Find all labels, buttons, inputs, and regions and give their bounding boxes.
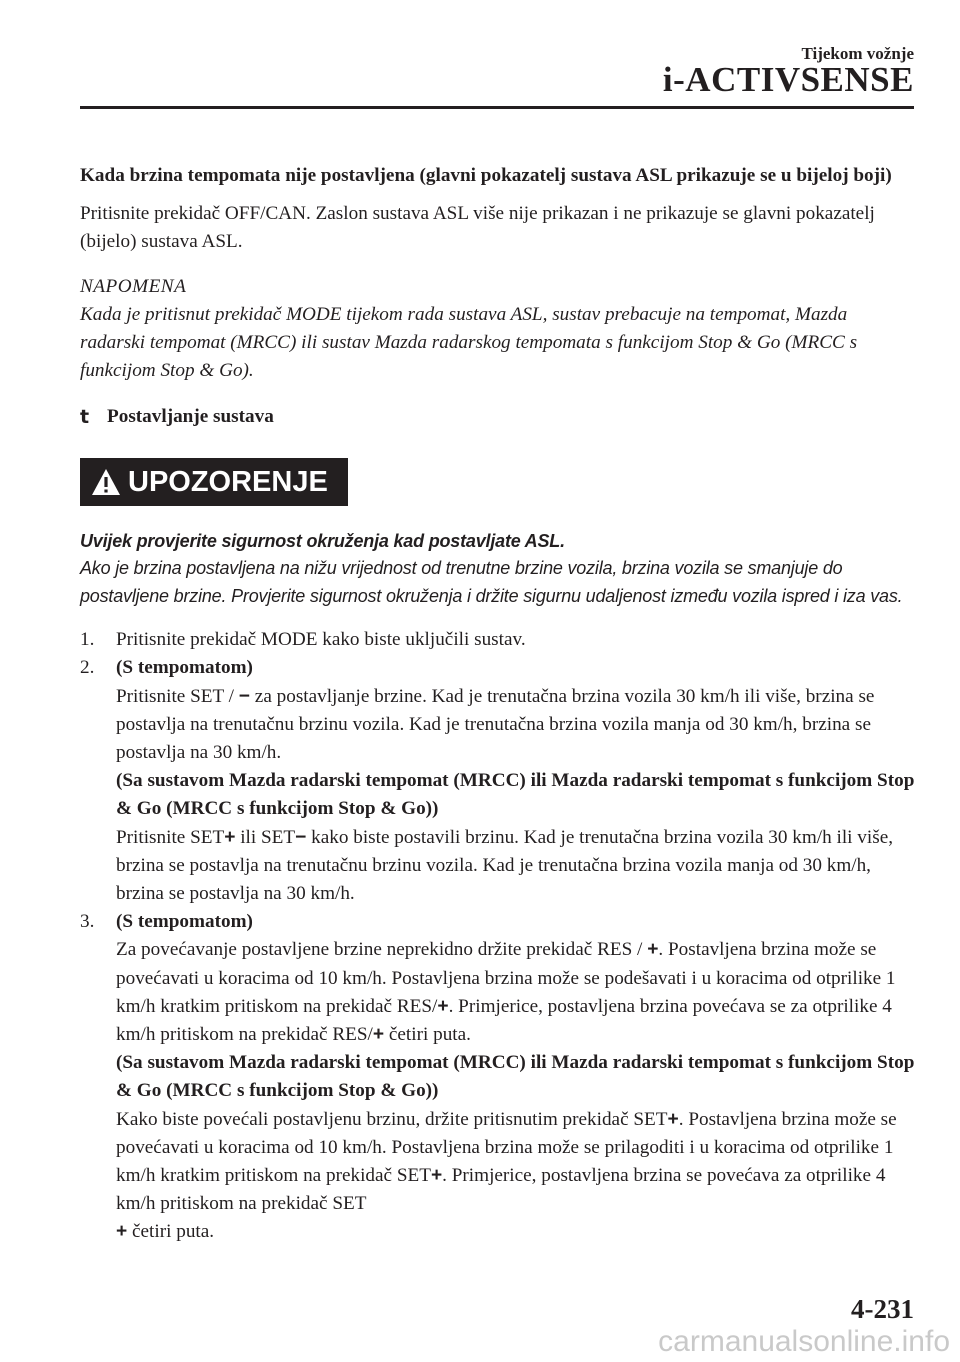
- plus-icon: +: [372, 1023, 385, 1045]
- list-item: [80, 654, 916, 908]
- step-text-part: četiri puta.: [388, 1023, 471, 1045]
- step-subheading: (Sa sustavom Mazda radarski tempomat (MRCC) ili Mazda radarski tempomat s funkcijom Stop & Go (MRCC s funkcijom Stop & Go)): [116, 1052, 915, 1102]
- step-subheading: (Sa sustavom Mazda radarski tempomat (MRCC) ili Mazda radarski tempomat s funkcijom Stop & Go (MRCC s funkcijom Stop & Go)): [116, 770, 915, 820]
- warning-text: [80, 528, 916, 611]
- header-divider: [80, 106, 914, 109]
- step-number: 3.: [80, 911, 95, 933]
- step-text-part: . Primjerice, postavljena brzina se povećava za otprilike 4 km/h pritiskom na prekidač SET: [116, 1164, 886, 1215]
- list-item: [80, 908, 916, 1246]
- warning-body: Ako je brzina postavljena na nižu vrijednost od trenutne brzine vozila, brzina vozila se smanjuje do postavljene brzine. Provjerite sigurnost okruženja i držite sigurnu udaljenost između vozila ispred i iza vas.: [80, 558, 903, 606]
- step-text-part: kako biste postavili brzinu. Kad je trenutačna brzina vozila 30 km/h ili više, brzina se postavlja na trenutačnu brzinu vozila. Kad je trenutačna brzina vozila manja od 30 km/h, brzina se postavlja na 30 km/h.: [116, 826, 894, 904]
- subsection-heading: Kada brzina tempomata nije postavljena (glavni pokazatelj sustava ASL prikazuje se u bijeloj boji): [80, 165, 892, 186]
- note-label: NAPOMENA: [80, 275, 187, 297]
- minus-icon: −: [238, 685, 250, 707]
- warning-label: UPOZORENJE: [128, 465, 328, 498]
- step-text: [116, 936, 916, 1049]
- list-item: [80, 626, 916, 654]
- step-text-part: Pritisnite SET: [116, 826, 225, 848]
- step-text-part: Pritisnite SET /: [116, 685, 234, 707]
- page-content: [80, 162, 916, 1247]
- step-subheading: (S tempomatom): [116, 911, 253, 933]
- section-title: Tijekom vožnje: [801, 44, 914, 63]
- step-number: 2.: [80, 657, 95, 679]
- plus-icon: +: [116, 1221, 128, 1243]
- note-text: Kada je pritisnut prekidač MODE tijekom rada sustava ASL, sustav prebacuje na tempomat, Mazda radarski tempomat (MRCC) ili sustav Mazda radarskog tempomata s funkcijom Stop & Go (MRCC s funkcijom Stop & Go).: [80, 303, 858, 382]
- step-text: [116, 824, 916, 909]
- warning-banner: [80, 458, 348, 506]
- step-number: 1.: [80, 629, 95, 651]
- step-subheading: (S tempomatom): [116, 657, 253, 679]
- step-text-part: . Postavljena brzina može se povećavati u koracima od 10 km/h. Postavljena brzina može se prilagoditi i u koracima od otprilike 1 km/h kratkim pritiskom na prekidač SET: [116, 1108, 897, 1186]
- plus-icon: +: [667, 1108, 679, 1130]
- warning-lead: Uvijek provjerite sigurnost okruženja kad postavljate ASL.: [80, 530, 565, 551]
- intro-paragraph: Pritisnite prekidač OFF/CAN. Zaslon sustava ASL više nije prikazan i ne prikazuje se glavni pokazatelj (bijelo) sustava ASL.: [80, 203, 875, 253]
- step-text-part: za postavljanje brzine. Kad je trenutačna brzina vozila 30 km/h ili više, brzina se postavlja na trenutačnu brzinu vozila. Kad je trenutačna brzina vozila manja od 30 km/h, brzina se postavlja na 30 km/h.: [116, 685, 875, 763]
- plus-icon: +: [647, 939, 659, 961]
- step-text-part: Kako biste povećali postavljenu brzinu, držite pritisnutim prekidač SET: [116, 1108, 668, 1130]
- plus-icon: +: [437, 995, 449, 1017]
- watermark: carmanualsonline.info: [658, 1325, 950, 1358]
- steps-list: [80, 626, 916, 1246]
- step-text: [116, 683, 916, 768]
- step-text: Pritisnite prekidač MODE kako biste uključili sustav.: [116, 629, 526, 651]
- step-text-part: . Postavljena brzina može se povećavati u koracima od 10 km/h. Postavljena brzina može se podešavati i u koracima od otprilike 1 km/h kratkim pritiskom na prekidač RES/: [116, 939, 896, 1017]
- plus-icon: +: [224, 826, 236, 848]
- warning-triangle-icon: [90, 467, 122, 497]
- section-heading-text: Postavljanje sustava: [107, 406, 274, 428]
- plus-icon: +: [430, 1164, 443, 1186]
- step-text-part: Za povećavanje postavljene brzine neprekidno držite prekidač RES /: [116, 939, 643, 961]
- step-text-part: ili SET: [240, 826, 296, 848]
- step-text-part: . Primjerice, postavljena brzina povećava se za otprilike 4 km/h pritiskom na prekidač RES/: [116, 995, 892, 1045]
- minus-icon: −: [295, 826, 307, 848]
- chapter-title: i-ACTIVSENSE: [662, 60, 914, 99]
- step-text-part: četiri puta.: [132, 1221, 215, 1243]
- section-heading: [80, 403, 916, 431]
- section-marker-icon: t: [80, 406, 90, 429]
- page-number: 4-231: [851, 1294, 914, 1324]
- step-text: [116, 1106, 916, 1247]
